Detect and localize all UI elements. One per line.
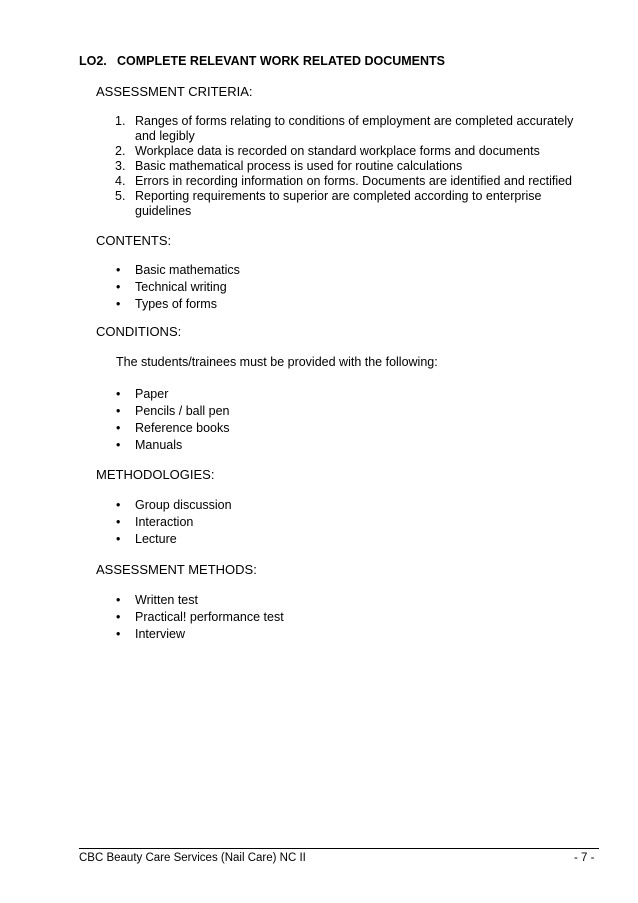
bullet-icon: • xyxy=(116,610,121,624)
bullet-icon: • xyxy=(116,387,121,401)
criteria-item xyxy=(96,144,596,159)
bullet-icon: • xyxy=(116,593,121,607)
criteria-item xyxy=(96,114,596,144)
bullet-icon: • xyxy=(116,498,121,512)
learning-outcome-title: COMPLETE RELEVANT WORK RELATED DOCUMENTS xyxy=(117,54,446,68)
conditions-label: CONDITIONS: xyxy=(96,324,182,339)
criteria-number: 3. xyxy=(115,159,126,173)
list-item xyxy=(96,279,240,296)
list-item xyxy=(96,497,232,514)
bullet-icon: • xyxy=(116,297,121,311)
criteria-number: 2. xyxy=(115,144,126,158)
bullet-icon: • xyxy=(116,438,121,452)
methodologies-label: METHODOLOGIES: xyxy=(96,467,215,482)
list-item-text: Paper xyxy=(135,387,169,401)
criteria-item xyxy=(96,159,596,174)
learning-outcome-code: LO2. xyxy=(79,54,107,68)
bullet-icon: • xyxy=(116,627,121,641)
list-item xyxy=(96,386,230,403)
footer-page-number: - 7 - xyxy=(574,852,595,864)
bullet-icon: • xyxy=(116,280,121,294)
learning-outcome-heading xyxy=(79,54,445,68)
assessment-methods-label: ASSESSMENT METHODS: xyxy=(96,562,257,577)
list-item-text: Types of forms xyxy=(135,297,217,311)
criteria-item xyxy=(96,189,596,219)
criteria-text: Ranges of forms relating to conditions of employment are completed accurately and legibly xyxy=(135,114,574,143)
conditions-intro: The students/trainees must be provided with the following: xyxy=(116,355,438,369)
assessment-criteria-label: ASSESSMENT CRITERIA: xyxy=(96,84,253,99)
list-item xyxy=(96,609,284,626)
list-item xyxy=(96,626,284,643)
criteria-number: 4. xyxy=(115,174,126,188)
list-item-text: Pencils / ball pen xyxy=(135,404,230,418)
list-item-text: Reference books xyxy=(135,421,230,435)
bullet-icon: • xyxy=(116,263,121,277)
criteria-item xyxy=(96,174,596,189)
methodologies-list xyxy=(96,497,232,548)
criteria-text: Basic mathematical process is used for routine calculations xyxy=(135,159,463,173)
conditions-list xyxy=(96,386,230,454)
list-item xyxy=(96,296,240,313)
assessment-methods-list xyxy=(96,592,284,643)
list-item-text: Basic mathematics xyxy=(135,263,240,277)
list-item xyxy=(96,262,240,279)
bullet-icon: • xyxy=(116,515,121,529)
list-item xyxy=(96,531,232,548)
list-item-text: Group discussion xyxy=(135,498,232,512)
bullet-icon: • xyxy=(116,404,121,418)
contents-list xyxy=(96,262,240,313)
footer-document-title: CBC Beauty Care Services (Nail Care) NC II xyxy=(79,852,306,864)
list-item-text: Manuals xyxy=(135,438,183,452)
list-item xyxy=(96,403,230,420)
assessment-criteria-list xyxy=(96,114,596,219)
contents-label: CONTENTS: xyxy=(96,233,172,248)
list-item-text: Practical! performance test xyxy=(135,610,284,624)
criteria-number: 1. xyxy=(115,114,126,128)
list-item-text: Interview xyxy=(135,627,186,641)
list-item-text: Written test xyxy=(135,593,198,607)
list-item xyxy=(96,514,232,531)
bullet-icon: • xyxy=(116,532,121,546)
list-item xyxy=(96,420,230,437)
list-item xyxy=(96,437,230,454)
footer-divider xyxy=(79,848,599,849)
criteria-text: Reporting requirements to superior are completed according to enterprise guidelines xyxy=(135,189,542,218)
criteria-number: 5. xyxy=(115,189,126,203)
criteria-text: Workplace data is recorded on standard workplace forms and documents xyxy=(135,144,540,158)
list-item-text: Technical writing xyxy=(135,280,227,294)
list-item-text: Lecture xyxy=(135,532,177,546)
criteria-text: Errors in recording information on forms. Documents are identified and rectified xyxy=(135,174,573,188)
list-item xyxy=(96,592,284,609)
list-item-text: Interaction xyxy=(135,515,194,529)
bullet-icon: • xyxy=(116,421,121,435)
